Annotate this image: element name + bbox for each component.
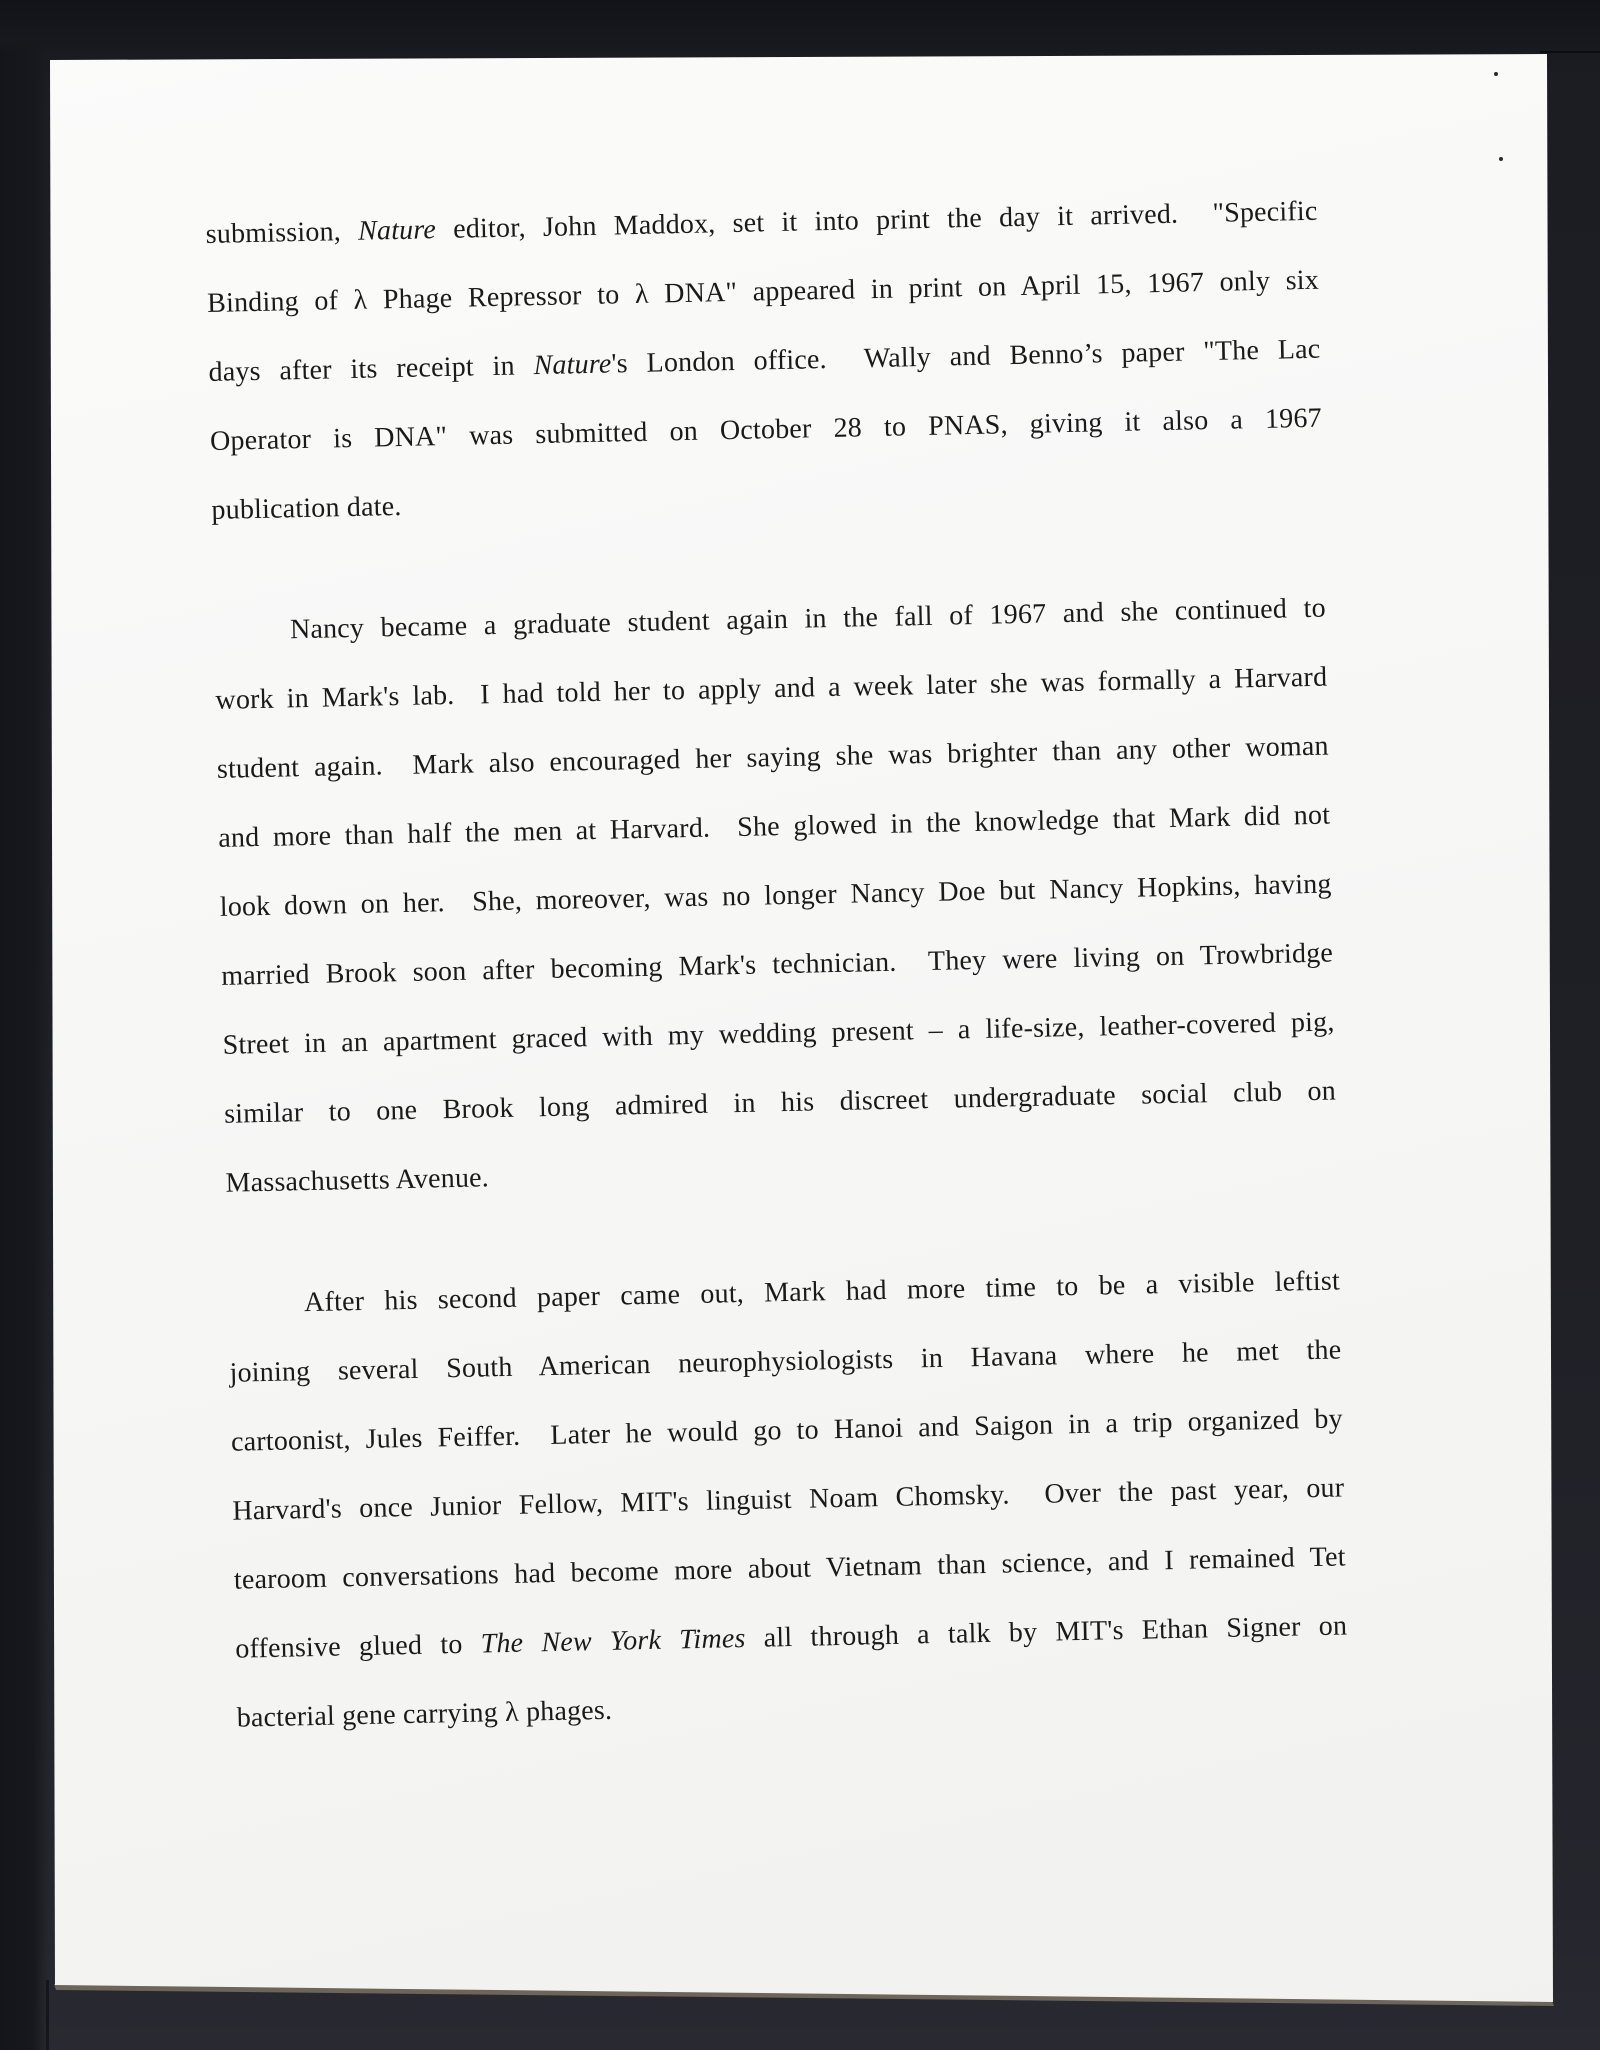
text-segment: days after its receipt in	[208, 350, 534, 388]
text-segment: married Brook soon after becoming Mark's technician. They were living on Trowbridge	[220, 937, 1334, 992]
text-segment: Street in an apartment graced with my wedding present – a life-size, leather-covered pig,	[222, 1006, 1335, 1061]
text-segment: all through a talk by MIT's Ethan Signer on	[745, 1610, 1348, 1654]
italic-text-segment: The New York Times	[480, 1622, 746, 1660]
text-segment: Harvard's once Junior Fellow, MIT's linguist Noam Chomsky. Over the past year, our	[232, 1472, 1345, 1527]
text-segment: look down on her. She, moreover, was no longer Nancy Doe but Nancy Hopkins, having	[219, 868, 1332, 923]
scanner-bed-shadow-left	[0, 0, 48, 2050]
page-text	[205, 177, 1349, 1753]
scanner-bed-shadow-top	[0, 0, 1600, 54]
text-segment: Massachusetts Avenue.	[225, 1162, 490, 1199]
text-segment: similar to one Brook long admired in his discreet undergraduate social club on	[223, 1075, 1337, 1130]
text-segment: Nancy became a graduate student again in the fall of 1967 and she continued to	[289, 592, 1327, 646]
text-segment: publication date.	[211, 490, 402, 526]
text-segment: submission,	[205, 215, 359, 250]
italic-text-segment: Nature	[357, 214, 437, 247]
text-segment: Binding of λ Phage Repressor to λ DNA" appeared in print on April 15, 1967 only six	[206, 264, 1320, 319]
scanner-bed-seam	[1540, 51, 1600, 53]
text-segment: editor, John Maddox, set it into print the day it arrived. "Specific	[435, 195, 1318, 246]
paper-edge-shadow	[46, 1980, 49, 2050]
text-segment: cartoonist, Jules Feiffer. Later he would go to Hanoi and Saigon in a trip organized by	[230, 1403, 1344, 1458]
text-segment: bacterial gene carrying λ phages.	[236, 1694, 613, 1734]
ink-speck	[1494, 72, 1498, 76]
text-segment: student again. Mark also encouraged her saying she was brighter than any other woman	[216, 730, 1330, 785]
italic-text-segment: Nature	[533, 348, 612, 382]
ink-speck	[1499, 157, 1503, 161]
paragraph	[205, 177, 1324, 545]
paragraph	[213, 574, 1338, 1218]
text-segment: joining several South American neurophysiologists in Havana where he met the	[229, 1334, 1342, 1389]
text-segment: offensive glued to	[235, 1628, 481, 1665]
text-segment: and more than half the men at Harvard. She glowed in the knowledge that Mark did not	[218, 799, 1331, 854]
paragraph	[227, 1246, 1349, 1752]
text-segment: work in Mark's lab. I had told her to apply and a week later she was formally a Harvard	[215, 661, 1328, 716]
text-segment: Operator is DNA" was submitted on October 28 to PNAS, giving it also a 1967	[209, 402, 1323, 457]
text-segment: tearoom conversations had become more about Vietnam than science, and I remained Tet	[233, 1541, 1346, 1596]
text-segment: 's London office. Wally and Benno’s paper "The Lac	[611, 333, 1321, 380]
text-segment: After his second paper came out, Mark had more time to be a visible leftist	[303, 1265, 1341, 1319]
